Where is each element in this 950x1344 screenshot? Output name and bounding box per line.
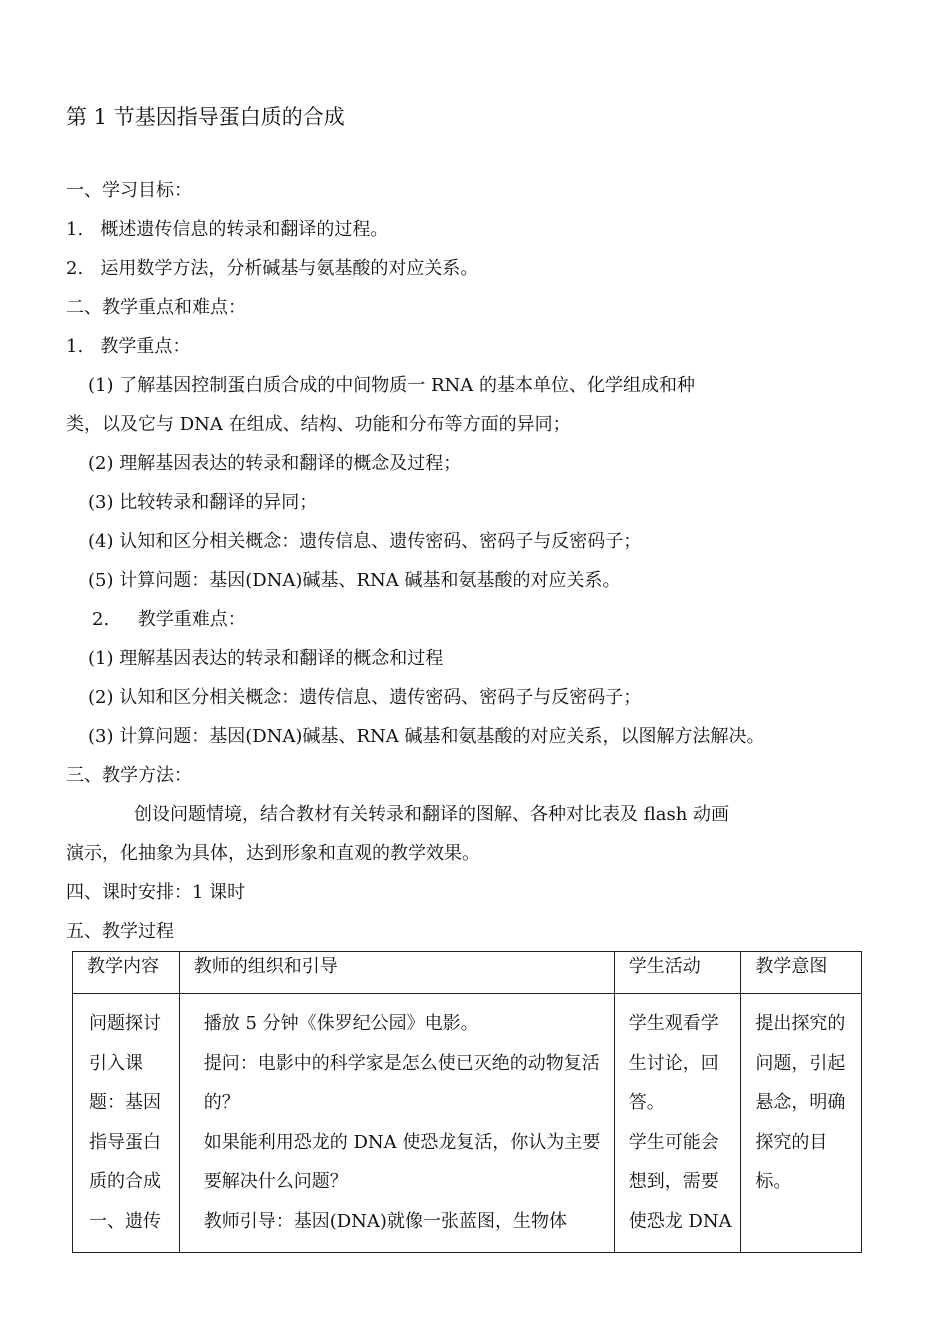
goal-item-1: 1. 概述遗传信息的转录和翻译的过程。 <box>66 219 389 240</box>
goals-heading: 一、学习目标： <box>66 180 192 201</box>
key-point-4: (4) 认知和区分相关概念：遗传信息、遗传密码、密码子与反密码子； <box>88 531 642 552</box>
key-points-heading: 二、教学重点和难点： <box>66 297 246 318</box>
intent-cell: 提出探究的问题，引起悬念，明确探究的目标。 <box>755 1013 846 1193</box>
page-title: 第 1 节基因指导蛋白质的合成 <box>66 105 345 129</box>
method-heading: 三、教学方法： <box>66 765 192 786</box>
teacher-line-1: 播放 5 分钟《侏罗纪公园》电影。 <box>203 1013 479 1034</box>
key-point-3: (3) 比较转录和翻译的异同； <box>88 492 318 513</box>
header-teacher: 教师的组织和引导 <box>193 956 338 977</box>
schedule-line: 四、课时安排：1 课时 <box>66 882 246 903</box>
difficulty-subheading: 2. 教学重难点： <box>92 609 246 630</box>
key-point-2: (2) 理解基因表达的转录和翻译的概念及过程； <box>88 453 462 474</box>
key-point-1b: 类，以及它与 DNA 在组成、结构、功能和分布等方面的异同； <box>66 414 571 435</box>
method-text-line-1: 创设问题情境，结合教材有关转录和翻译的图解、各种对比表及 flash 动画 <box>134 804 730 825</box>
header-content: 教学内容 <box>87 956 159 977</box>
table-header-row <box>73 952 862 994</box>
table-row <box>73 994 862 1253</box>
process-heading: 五、教学过程 <box>66 921 174 942</box>
teacher-cell <box>180 994 614 1242</box>
teacher-line-3: 如果能利用恐龙的 DNA 使恐龙复活，你认为主要要解决什么问题？ <box>203 1131 601 1193</box>
key-point-1a: (1) 了解基因控制蛋白质合成的中间物质一 RNA 的基本单位、化学组成和种 <box>88 375 695 396</box>
lesson-process-table <box>72 951 862 1253</box>
header-student: 学生活动 <box>628 956 701 977</box>
key-point-5: (5) 计算问题：基因(DNA)碱基、RNA 碱基和氨基酸的对应关系。 <box>88 570 621 591</box>
difficulty-2: (2) 认知和区分相关概念：遗传信息、遗传密码、密码子与反密码子； <box>88 687 642 708</box>
method-text-line-2: 演示，化抽象为具体，达到形象和直观的教学效果。 <box>66 843 480 864</box>
teacher-line-2: 提问：电影中的科学家是怎么使已灭绝的动物复活的？ <box>203 1052 600 1114</box>
goal-item-2: 2. 运用数学方法，分析碱基与氨基酸的对应关系。 <box>66 258 479 279</box>
key-points-subheading: 1. 教学重点： <box>66 336 191 357</box>
difficulty-3: (3) 计算问题：基因(DNA)碱基、RNA 碱基和氨基酸的对应关系，以图解方法解决。 <box>88 726 765 747</box>
student-cell <box>615 994 741 1242</box>
student-line-1: 学生观看学生讨论，回答。 <box>628 1013 719 1114</box>
header-intent: 教学意图 <box>755 956 828 977</box>
content-cell: 问题探讨引入课题：基因指导蛋白质的合成一、遗传 <box>89 1013 161 1232</box>
difficulty-1: (1) 理解基因表达的转录和翻译的概念和过程 <box>88 648 444 669</box>
student-line-2: 学生可能会想到，需要使恐龙 DNA <box>628 1131 732 1232</box>
teacher-line-4: 教师引导：基因(DNA)就像一张蓝图，生物体 <box>203 1210 567 1232</box>
